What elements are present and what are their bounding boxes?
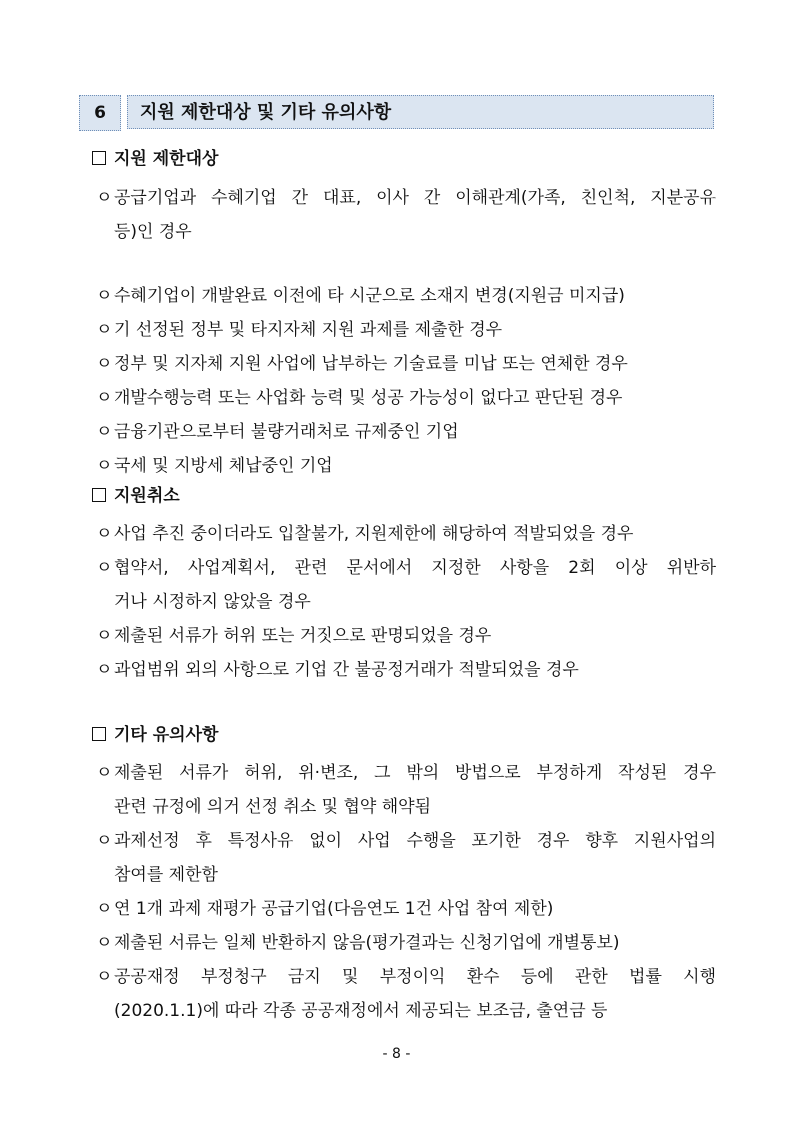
list-item xyxy=(96,926,716,960)
list-item xyxy=(96,551,716,619)
bullet-icon: ㅇ xyxy=(96,320,113,340)
list-item-text: 금융기관으로부터 불량거래처로 규제중인 기업 xyxy=(114,422,459,442)
list-item-text: 기 선정된 정부 및 타지자체 지원 과제를 제출한 경우 xyxy=(114,320,503,340)
list-item-text: 제출된 서류가 허위 또는 거짓으로 판명되었을 경우 xyxy=(114,626,492,646)
list-item xyxy=(96,381,716,415)
bullet-icon: ㅇ xyxy=(96,188,113,208)
list-item xyxy=(96,756,716,824)
checkbox-square-icon xyxy=(92,488,106,502)
bullet-icon: ㅇ xyxy=(96,660,113,680)
page-number: - 8 - xyxy=(382,1046,411,1062)
list-item-text: 개발수행능력 또는 사업화 능력 및 성공 가능성이 없다고 판단된 경우 xyxy=(114,388,623,408)
section-title: 지원 제한대상 및 기타 유의사항 xyxy=(127,95,714,129)
list-item-text: 협약서, 사업계획서, 관련 문서에서 지정한 사항을 2회 이상 위반하 xyxy=(114,558,716,578)
bullet-icon: ㅇ xyxy=(96,899,113,919)
list-item-continuation: 관련 규정에 의거 선정 취소 및 협약 해약됨 xyxy=(114,797,432,817)
section-heading-text: 지원취소 xyxy=(114,486,180,506)
bullet-icon: ㅇ xyxy=(96,763,113,783)
section-heading xyxy=(92,722,218,748)
bullet-icon: ㅇ xyxy=(96,558,113,578)
checkbox-square-icon xyxy=(92,727,106,741)
list-item xyxy=(96,960,716,1028)
bullet-icon: ㅇ xyxy=(96,456,113,476)
section-heading xyxy=(92,483,180,509)
list-item-text: 정부 및 지자체 지원 사업에 납부하는 기술료를 미납 또는 연체한 경우 xyxy=(114,354,628,374)
list-item xyxy=(96,449,716,483)
list-item xyxy=(96,892,716,926)
bullet-icon: ㅇ xyxy=(96,626,113,646)
list-item xyxy=(96,517,716,551)
bullet-icon: ㅇ xyxy=(96,286,113,306)
bullet-icon: ㅇ xyxy=(96,831,113,851)
list-item-text: 사업 추진 중이더라도 입찰불가, 지원제한에 해당하여 적발되었을 경우 xyxy=(114,524,634,544)
bullet-icon: ㅇ xyxy=(96,388,113,408)
list-item-continuation: 거나 시정하지 않았을 경우 xyxy=(114,592,311,612)
list-item xyxy=(96,415,716,449)
list-item-continuation: 등)인 경우 xyxy=(114,222,192,242)
list-item-continuation: 참여를 제한함 xyxy=(114,865,218,885)
list-item xyxy=(96,619,716,653)
section-heading xyxy=(92,146,218,172)
bullet-icon: ㅇ xyxy=(96,933,113,953)
list-item xyxy=(96,653,716,687)
list-item xyxy=(96,279,716,313)
checkbox-square-icon xyxy=(92,151,106,165)
bullet-icon: ㅇ xyxy=(96,422,113,442)
section-heading-text: 지원 제한대상 xyxy=(114,149,219,169)
list-item-text: 수혜기업이 개발완료 이전에 타 시군으로 소재지 변경(지원금 미지급) xyxy=(114,286,625,306)
bullet-icon: ㅇ xyxy=(96,967,113,987)
list-item-text: 과제선정 후 특정사유 없이 사업 수행을 포기한 경우 향후 지원사업의 xyxy=(114,831,716,851)
section-number: 6 xyxy=(79,95,121,131)
bullet-icon: ㅇ xyxy=(96,524,113,544)
list-item-text: 공공재정 부정청구 금지 및 부정이익 환수 등에 관한 법률 시행 xyxy=(114,967,716,987)
list-item xyxy=(96,347,716,381)
list-item xyxy=(96,181,716,249)
list-item-text: 과업범위 외의 사항으로 기업 간 불공정거래가 적발되었을 경우 xyxy=(114,660,579,680)
list-item-text: 제출된 서류는 일체 반환하지 않음(평가결과는 신청기업에 개별통보) xyxy=(114,933,620,953)
list-item xyxy=(96,824,716,892)
list-item-text: 제출된 서류가 허위, 위·변조, 그 밖의 방법으로 부정하게 작성된 경우 xyxy=(114,763,716,783)
list-item-text: 연 1개 과제 재평가 공급기업(다음연도 1건 사업 참여 제한) xyxy=(114,899,554,919)
bullet-icon: ㅇ xyxy=(96,354,113,374)
list-item-text: 공급기업과 수혜기업 간 대표, 이사 간 이해관계(가족, 친인척, 지분공유 xyxy=(114,188,716,208)
list-item xyxy=(96,313,716,347)
list-item-continuation: (2020.1.1)에 따라 각종 공공재정에서 제공되는 보조금, 출연금 등 xyxy=(114,1001,608,1021)
section-heading-text: 기타 유의사항 xyxy=(114,725,219,745)
list-item-text: 국세 및 지방세 체납중인 기업 xyxy=(114,456,333,476)
section-header xyxy=(79,95,716,131)
